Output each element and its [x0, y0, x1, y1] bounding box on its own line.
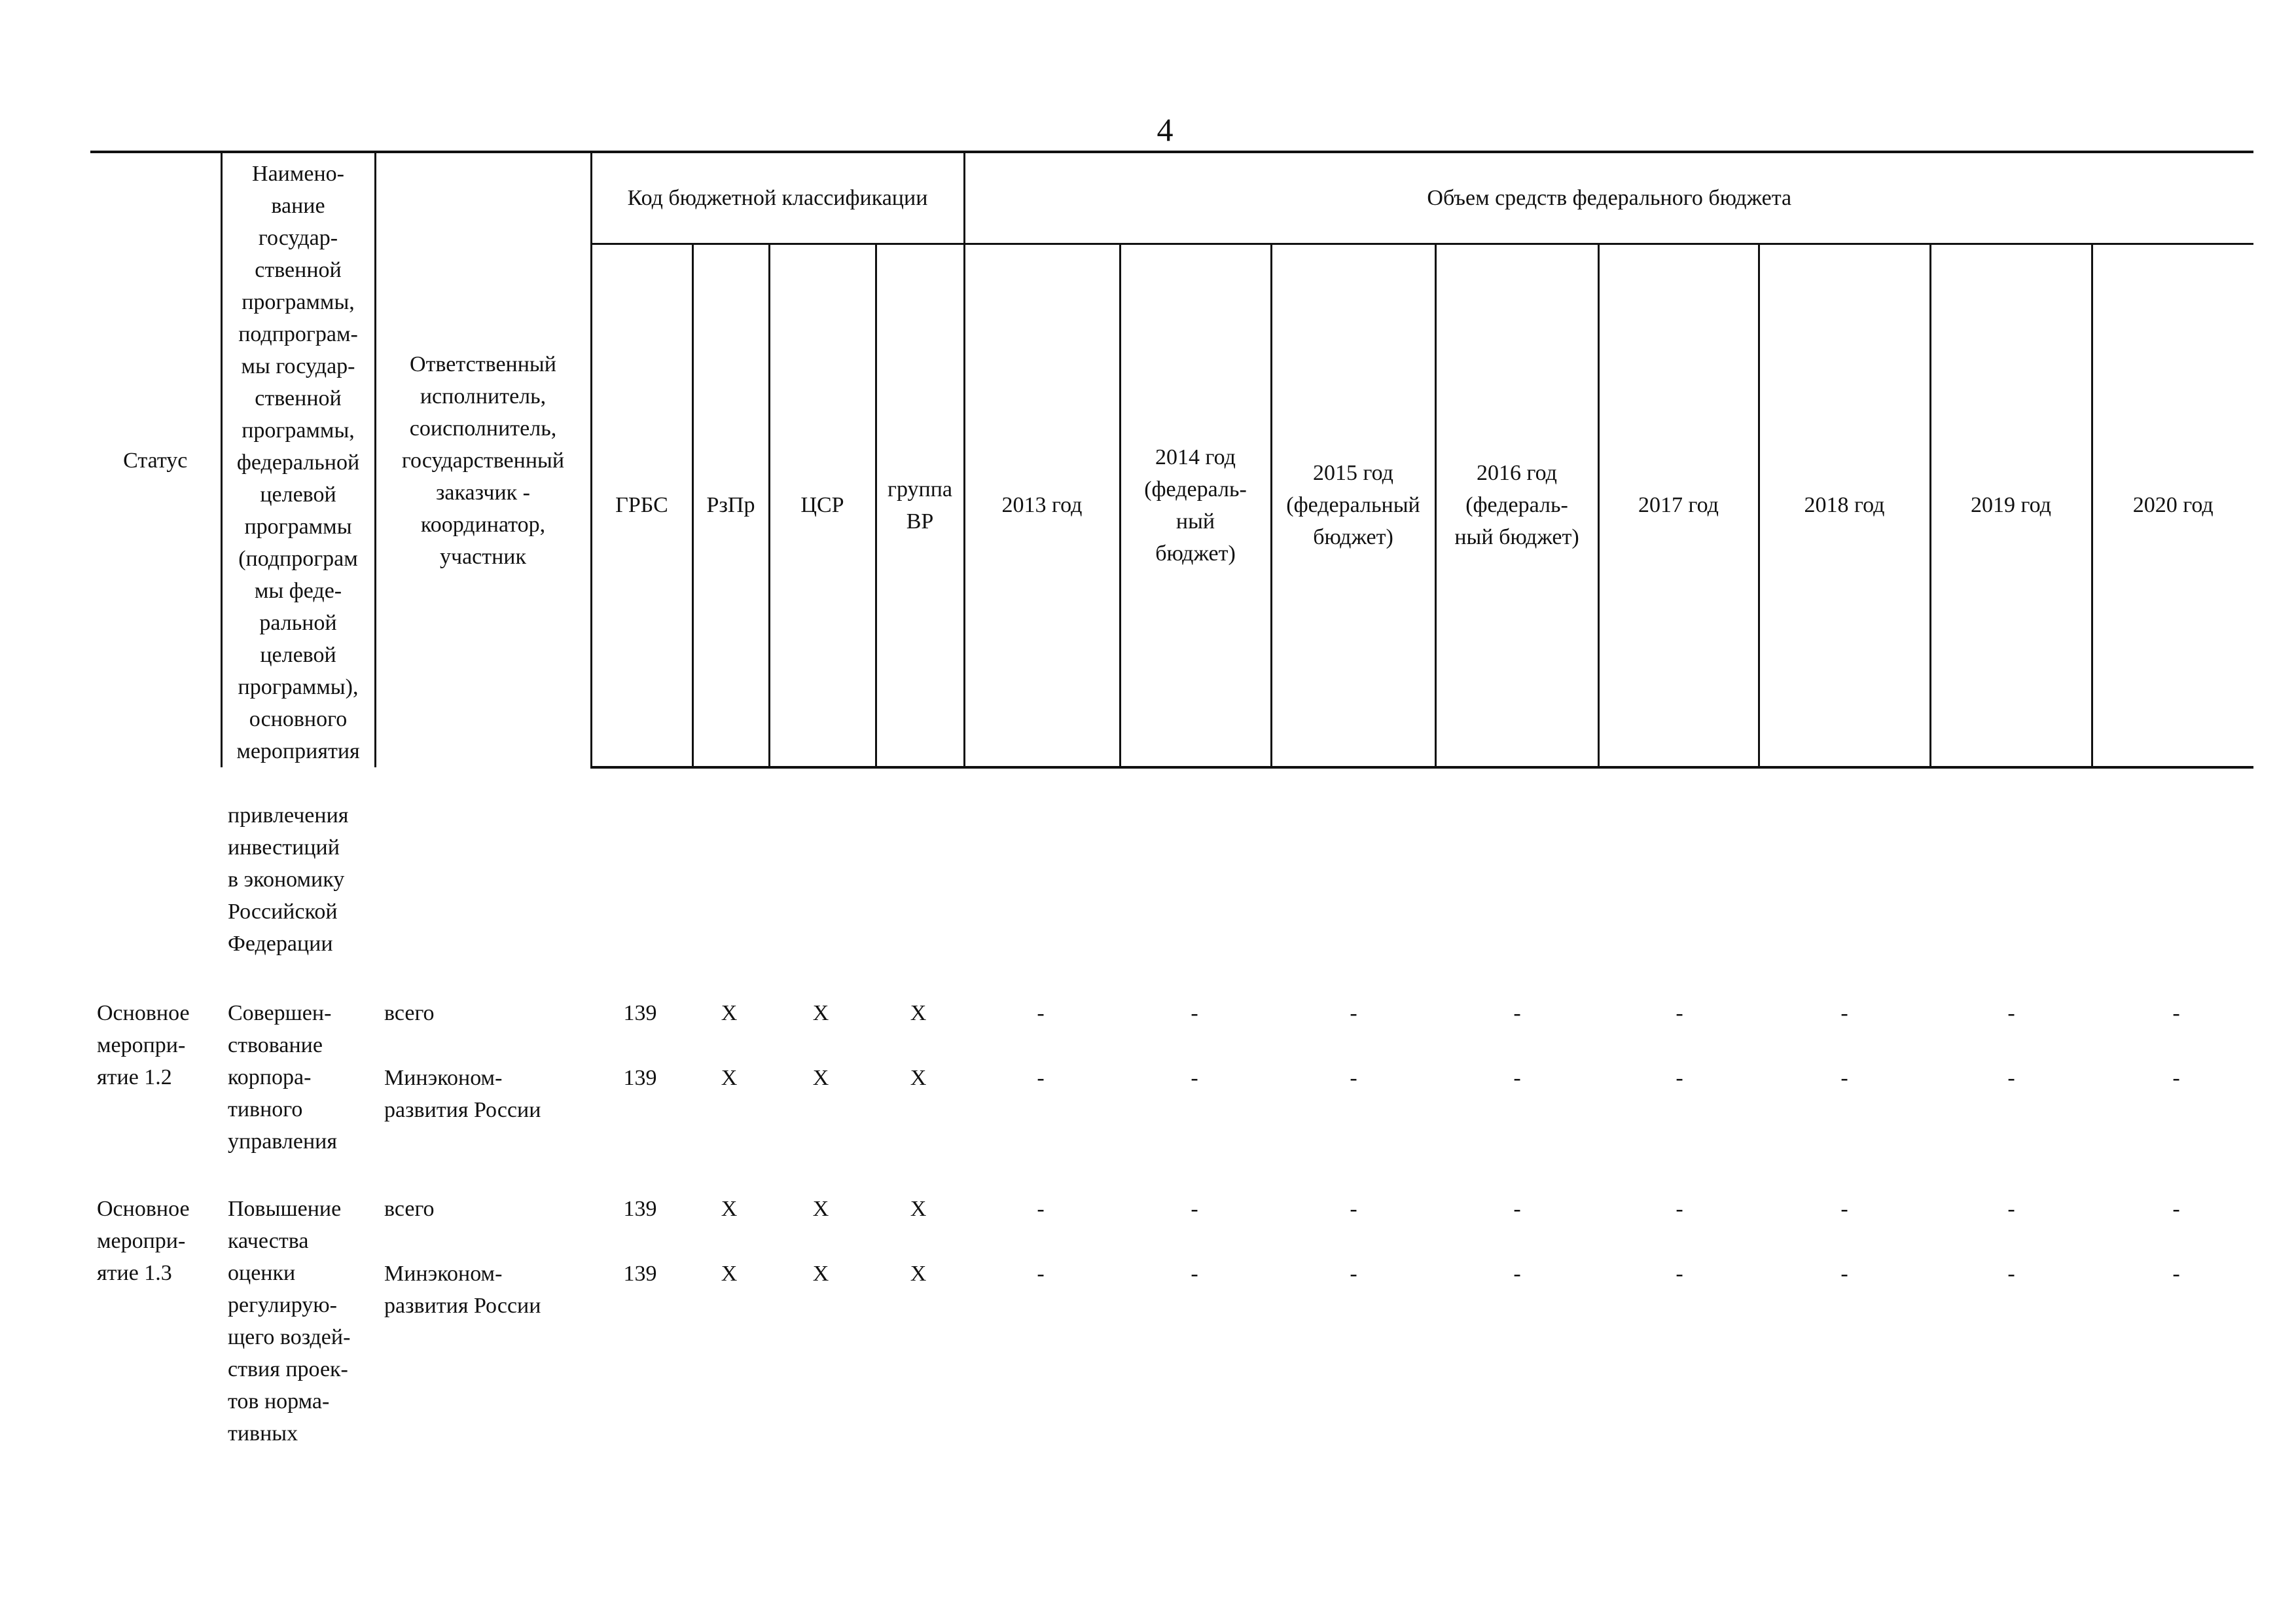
value-cell-2013: -	[1037, 1001, 1045, 1025]
value-cell-2019: -	[2007, 1001, 2015, 1025]
continuation-text: привлечения инвестиций в экономику Российской Федерации	[228, 803, 349, 956]
value-cell-2020: -	[2172, 1262, 2180, 1286]
header-year-2014: 2014 год (федераль- ный бюджет)	[1120, 244, 1271, 767]
value-cell-2014: -	[1191, 1001, 1198, 1025]
header-name: Наимено- вание государ- ственной программы, подпрограм- мы государ- ственной программы, федеральной целевой программы (подпрограм мы феде- ральной целевой программы), основного мероприятия	[221, 152, 375, 767]
value-cell-2013: -	[1037, 1262, 1045, 1286]
value-cell-2020: -	[2172, 1066, 2180, 1090]
header-group-vr: группа ВР	[876, 244, 964, 767]
header-year-2019: 2019 год	[1930, 244, 2092, 767]
value-cell-2015: -	[1350, 1066, 1357, 1090]
header-csr: ЦСР	[769, 244, 876, 767]
value-cell-2018: -	[1840, 1262, 1848, 1286]
value-cell-2014: -	[1191, 1197, 1198, 1221]
vr-cell: X	[910, 1262, 927, 1286]
responsible-cell: всего	[384, 1197, 435, 1221]
table-header	[90, 151, 2253, 769]
grbs-cell: 139	[623, 1197, 657, 1221]
value-cell-2016: -	[1513, 1262, 1521, 1286]
responsible-cell: Минэконом- развития России	[384, 1262, 541, 1318]
value-cell-2014: -	[1191, 1066, 1198, 1090]
value-cell-2018: -	[1840, 1197, 1848, 1221]
header-year-2018: 2018 год	[1759, 244, 1930, 767]
csr-cell: X	[812, 1197, 829, 1221]
measure-status: Основное меропри- ятие 1.3	[97, 1197, 190, 1285]
rzpr-cell: X	[721, 1066, 738, 1090]
csr-cell: X	[812, 1066, 829, 1090]
rzpr-cell: X	[721, 1197, 738, 1221]
value-cell-2015: -	[1350, 1262, 1357, 1286]
header-year-2020: 2020 год	[2092, 244, 2253, 767]
value-cell-2019: -	[2007, 1197, 2015, 1221]
value-cell-2015: -	[1350, 1001, 1357, 1025]
header-year-2013: 2013 год	[964, 244, 1120, 767]
grbs-cell: 139	[623, 1001, 657, 1025]
value-cell-2016: -	[1513, 1001, 1521, 1025]
value-cell-2020: -	[2172, 1001, 2180, 1025]
grbs-cell: 139	[623, 1262, 657, 1286]
header-responsible: Ответственный исполнитель, соисполнитель, государственный заказчик - координатор, участник	[375, 152, 591, 767]
vr-cell: X	[910, 1001, 927, 1025]
vr-cell: X	[910, 1197, 927, 1221]
value-cell-2018: -	[1840, 1066, 1848, 1090]
rzpr-cell: X	[721, 1262, 738, 1286]
header-budget-code-group: Код бюджетной классификации	[591, 152, 964, 244]
value-cell-2019: -	[2007, 1262, 2015, 1286]
value-cell-2014: -	[1191, 1262, 1198, 1286]
csr-cell: X	[812, 1262, 829, 1286]
value-cell-2020: -	[2172, 1197, 2180, 1221]
measure-status: Основное меропри- ятие 1.2	[97, 1001, 190, 1089]
header-status: Статус	[90, 152, 221, 767]
value-cell-2016: -	[1513, 1066, 1521, 1090]
page-number: 4	[1157, 111, 1174, 148]
value-cell-2019: -	[2007, 1066, 2015, 1090]
value-cell-2017: -	[1676, 1066, 1683, 1090]
value-cell-2017: -	[1676, 1262, 1683, 1286]
value-cell-2013: -	[1037, 1066, 1045, 1090]
responsible-cell: Минэконом- развития России	[384, 1066, 541, 1122]
header-year-2015: 2015 год (федеральный бюджет)	[1271, 244, 1435, 767]
header-grbs: ГРБС	[591, 244, 692, 767]
vr-cell: X	[910, 1066, 927, 1090]
value-cell-2016: -	[1513, 1197, 1521, 1221]
value-cell-2015: -	[1350, 1197, 1357, 1221]
grbs-cell: 139	[623, 1066, 657, 1090]
measure-name: Повышение качества оценки регулирую- щего воздей- ствия проек- тов норма- тивных	[228, 1197, 351, 1446]
responsible-cell: всего	[384, 1001, 435, 1025]
csr-cell: X	[812, 1001, 829, 1025]
header-year-2017: 2017 год	[1598, 244, 1759, 767]
rzpr-cell: X	[721, 1001, 738, 1025]
value-cell-2013: -	[1037, 1197, 1045, 1221]
header-rzpr: РзПр	[692, 244, 769, 767]
value-cell-2018: -	[1840, 1001, 1848, 1025]
header-federal-budget-group: Объем средств федерального бюджета	[964, 152, 2253, 244]
measure-name: Совершен- ствование корпора- тивного управления	[228, 1001, 337, 1154]
value-cell-2017: -	[1676, 1001, 1683, 1025]
value-cell-2017: -	[1676, 1197, 1683, 1221]
header-year-2016: 2016 год (федераль- ный бюджет)	[1435, 244, 1598, 767]
